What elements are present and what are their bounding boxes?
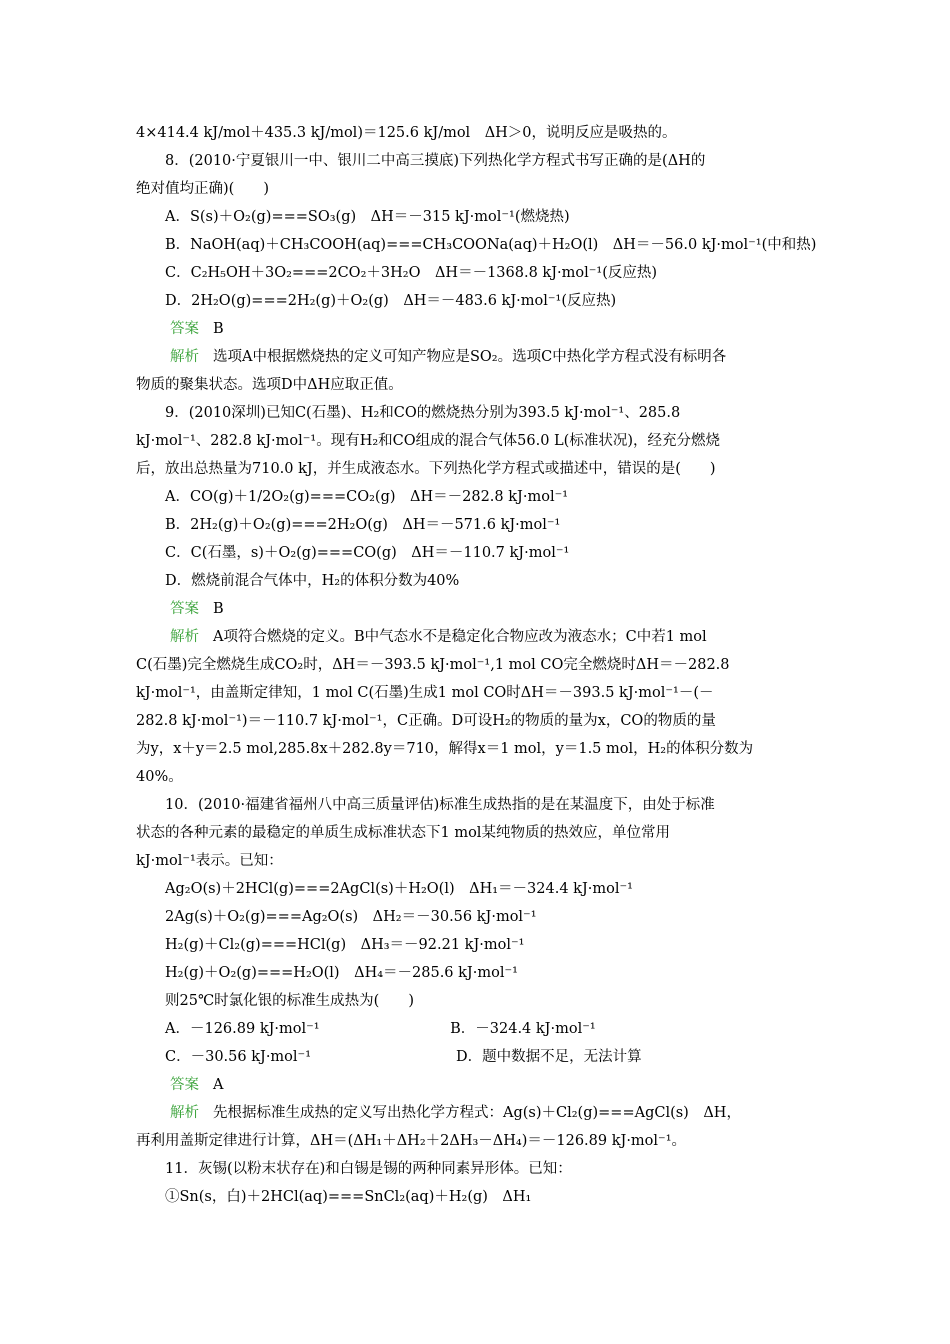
q10-stem-line3: kJ·mol⁻¹表示。已知：	[136, 853, 283, 869]
q8-option-b: B．NaOH(aq)＋CH₃COOH(aq)===CH₃COONa(aq)＋H₂O(l) ΔH＝－56.0 kJ·mol⁻¹(中和热)	[136, 237, 817, 253]
text-line: 4×414.4 kJ/mol＋435.3 kJ/mol)＝125.6 kJ/mol ΔH＞0，说明反应是吸热的。	[136, 125, 677, 141]
answer-value: A	[213, 1077, 224, 1093]
q10-options-ab: A．－126.89 kJ·mol⁻¹ B．－324.4 kJ·mol⁻¹	[136, 1021, 596, 1037]
analysis-text: A项符合燃烧的定义。B中气态水不是稳定化合物应改为液态水；C中若1 mol	[213, 629, 707, 645]
q10-equation-2: 2Ag(s)＋O₂(g)===Ag₂O(s) ΔH₂＝－30.56 kJ·mol⁻¹	[136, 909, 537, 925]
q9-stem-line1: 9．(2010深圳)已知C(石墨)、H₂和CO的燃烧热分别为393.5 kJ·mol⁻¹、285.8	[136, 405, 681, 421]
answer-label: 答案	[170, 1077, 199, 1093]
q10-stem-line1: 10．(2010·福建省福州八中高三质量评估)标准生成热指的是在某温度下，由处于标准	[136, 797, 715, 813]
q10-equation-3: H₂(g)＋Cl₂(g)===HCl(g) ΔH₃＝－92.21 kJ·mol⁻¹	[136, 937, 525, 953]
q8-option-d: D．2H₂O(g)===2H₂(g)＋O₂(g) ΔH＝－483.6 kJ·mol⁻¹(反应热)	[136, 293, 617, 309]
q10-stem-line2: 状态的各种元素的最稳定的单质生成标准状态下1 mol某纯物质的热效应，单位常用	[136, 825, 670, 841]
q10-options-cd: C．－30.56 kJ·mol⁻¹ D．题中数据不足，无法计算	[136, 1049, 642, 1065]
analysis-label: 解析	[170, 1105, 199, 1121]
answer-value: B	[213, 321, 224, 337]
q8-option-c: C．C₂H₅OH＋3O₂===2CO₂＋3H₂O ΔH＝－1368.8 kJ·mol⁻¹(反应热)	[136, 265, 658, 281]
answer-label: 答案	[170, 321, 199, 337]
q8-answer-line	[170, 319, 224, 339]
q9-analysis-line3: kJ·mol⁻¹，由盖斯定律知，1 mol C(石墨)生成1 mol CO时ΔH＝－393.5 kJ·mol⁻¹－(－	[136, 685, 714, 701]
q9-analysis-line6: 40%。	[136, 769, 183, 785]
q10-equation-1: Ag₂O(s)＋2HCl(g)===2AgCl(s)＋H₂O(l) ΔH₁＝－324.4 kJ·mol⁻¹	[136, 881, 633, 897]
q8-stem-line2: 绝对值均正确)( )	[136, 181, 269, 197]
q11-equation-1: ①Sn(s，白)＋2HCl(aq)===SnCl₂(aq)＋H₂(g) ΔH₁	[136, 1189, 532, 1205]
answer-label: 答案	[170, 601, 199, 617]
q9-analysis-line2: C(石墨)完全燃烧生成CO₂时，ΔH＝－393.5 kJ·mol⁻¹,1 mol CO完全燃烧时ΔH＝－282.8	[136, 657, 730, 673]
q11-stem-line1: 11．灰锡(以粉末状存在)和白锡是锡的两种同素异形体。已知：	[136, 1161, 572, 1177]
q9-stem-line2: kJ·mol⁻¹、282.8 kJ·mol⁻¹。现有H₂和CO组成的混合气体56.0 L(标准状况)，经充分燃烧	[136, 433, 720, 449]
q8-analysis-line2: 物质的聚集状态。选项D中ΔH应取正值。	[136, 377, 403, 393]
q9-stem-line3: 后，放出总热量为710.0 kJ，并生成液态水。下列热化学方程式或描述中，错误的是( )	[136, 461, 716, 477]
analysis-label: 解析	[170, 629, 199, 645]
answer-value: B	[213, 601, 224, 617]
q9-option-c: C．C(石墨，s)＋O₂(g)===CO(g) ΔH＝－110.7 kJ·mol⁻¹	[136, 545, 570, 561]
q9-answer-line	[170, 599, 224, 619]
q9-analysis-line1	[170, 627, 707, 647]
q9-analysis-line5: 为y，x＋y＝2.5 mol,285.8x＋282.8y＝710，解得x＝1 mol，y＝1.5 mol，H₂的体积分数为	[136, 741, 754, 757]
q9-analysis-line4: 282.8 kJ·mol⁻¹)＝－110.7 kJ·mol⁻¹，C正确。D可设H₂的物质的量为x，CO的物质的量	[136, 713, 716, 729]
q9-option-a: A．CO(g)＋1/2O₂(g)===CO₂(g) ΔH＝－282.8 kJ·mol⁻¹	[136, 489, 569, 505]
q10-answer-line	[170, 1075, 223, 1095]
analysis-text: 选项A中根据燃烧热的定义可知产物应是SO₂。选项C中热化学方程式没有标明各	[213, 349, 727, 365]
q9-option-d: D．燃烧前混合气体中，H₂的体积分数为40%	[136, 573, 460, 589]
q8-analysis-line1	[170, 347, 726, 367]
analysis-label: 解析	[170, 349, 199, 365]
analysis-text: 先根据标准生成热的定义写出热化学方程式：Ag(s)＋Cl₂(g)===AgCl(s) ΔH，	[213, 1105, 741, 1121]
q8-option-a: A．S(s)＋O₂(g)===SO₃(g) ΔH＝－315 kJ·mol⁻¹(燃烧热)	[136, 209, 570, 225]
q9-option-b: B．2H₂(g)＋O₂(g)===2H₂O(g) ΔH＝－571.6 kJ·mol⁻¹	[136, 517, 561, 533]
q8-stem-line1: 8．(2010·宁夏银川一中、银川二中高三摸底)下列热化学方程式书写正确的是(ΔH的	[136, 153, 706, 169]
q10-analysis-line2: 再利用盖斯定律进行计算，ΔH＝(ΔH₁＋ΔH₂＋2ΔH₃－ΔH₄)＝－126.89 kJ·mol⁻¹。	[136, 1133, 687, 1149]
q10-equation-4: H₂(g)＋O₂(g)===H₂O(l) ΔH₄＝－285.6 kJ·mol⁻¹	[136, 965, 518, 981]
q10-question: 则25℃时氯化银的标准生成热为( )	[136, 993, 414, 1009]
q10-analysis-line1	[170, 1103, 741, 1123]
